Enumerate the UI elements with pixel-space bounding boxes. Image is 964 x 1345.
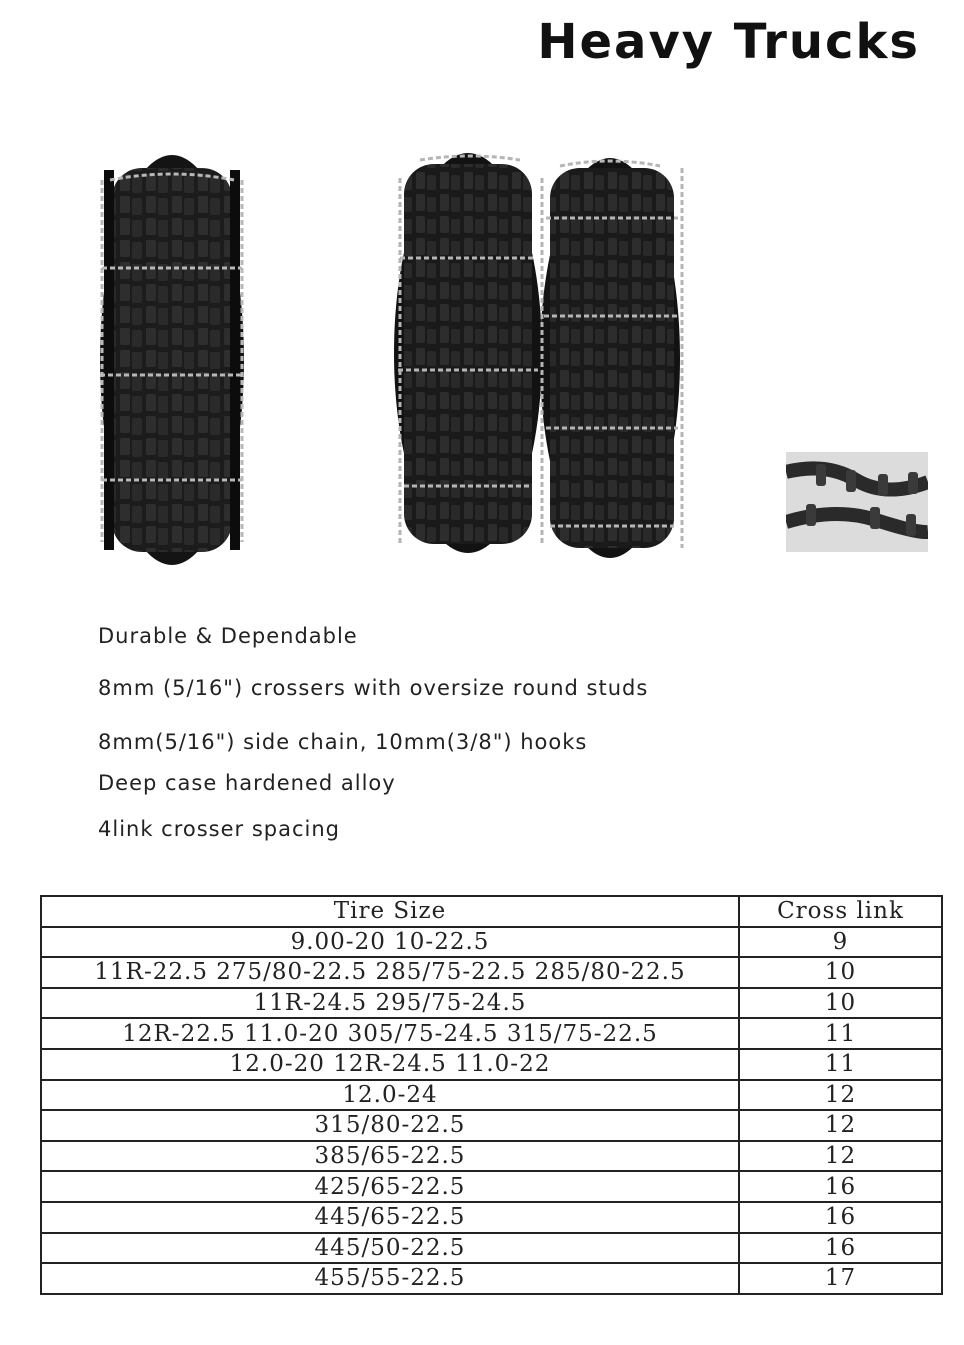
tire-size-cell: 445/50-22.5 [41, 1233, 739, 1264]
table-row [41, 1141, 942, 1172]
cross-link-cell: 16 [739, 1233, 942, 1264]
tire-size-cell: 11R-24.5 295/75-24.5 [41, 988, 739, 1019]
cross-link-cell: 17 [739, 1263, 942, 1294]
table-row [41, 1080, 942, 1111]
table-row [41, 1171, 942, 1202]
table-row [41, 1263, 942, 1294]
feature-item: 4link crosser spacing [98, 817, 341, 841]
table-header-row [41, 896, 942, 927]
tire-size-cell: 12.0-20 12R-24.5 11.0-22 [41, 1049, 739, 1080]
chain-link-stud-closeup-photo [786, 452, 928, 552]
cross-link-cell: 16 [739, 1171, 942, 1202]
tire-size-cell: 11R-22.5 275/80-22.5 285/75-22.5 285/80-22.5 [41, 957, 739, 988]
table-row [41, 1018, 942, 1049]
page-title: Heavy Trucks [537, 14, 920, 70]
tire-size-cell: 425/65-22.5 [41, 1171, 739, 1202]
feature-item: Durable & Dependable [98, 624, 358, 648]
feature-item: 8mm(5/16") side chain, 10mm(3/8") hooks [98, 730, 588, 754]
table-row [41, 1049, 942, 1080]
table-row [41, 1202, 942, 1233]
tire-size-table [40, 895, 943, 1295]
column-header-cross-link: Cross link [739, 896, 942, 927]
feature-item: Deep case hardened alloy [98, 771, 396, 795]
tire-chain-dual-photo [390, 148, 690, 568]
tire-chain-single-photo [92, 150, 252, 570]
column-header-tire-size: Tire Size [41, 896, 739, 927]
table-row [41, 957, 942, 988]
table-row [41, 1233, 942, 1264]
tire-size-cell: 12R-22.5 11.0-20 305/75-24.5 315/75-22.5 [41, 1018, 739, 1049]
cross-link-cell: 16 [739, 1202, 942, 1233]
cross-link-cell: 9 [739, 927, 942, 958]
cross-link-cell: 10 [739, 957, 942, 988]
tire-size-cell: 315/80-22.5 [41, 1110, 739, 1141]
table-row [41, 1110, 942, 1141]
feature-item: 8mm (5/16") crossers with oversize round studs [98, 676, 649, 700]
table-row [41, 927, 942, 958]
cross-link-cell: 10 [739, 988, 942, 1019]
cross-link-cell: 12 [739, 1080, 942, 1111]
tire-size-cell: 9.00-20 10-22.5 [41, 927, 739, 958]
tire-size-cell: 445/65-22.5 [41, 1202, 739, 1233]
cross-link-cell: 11 [739, 1049, 942, 1080]
tire-size-cell: 385/65-22.5 [41, 1141, 739, 1172]
cross-link-cell: 12 [739, 1110, 942, 1141]
cross-link-cell: 12 [739, 1141, 942, 1172]
table-row [41, 988, 942, 1019]
cross-link-cell: 11 [739, 1018, 942, 1049]
tire-size-cell: 12.0-24 [41, 1080, 739, 1111]
tire-size-cell: 455/55-22.5 [41, 1263, 739, 1294]
